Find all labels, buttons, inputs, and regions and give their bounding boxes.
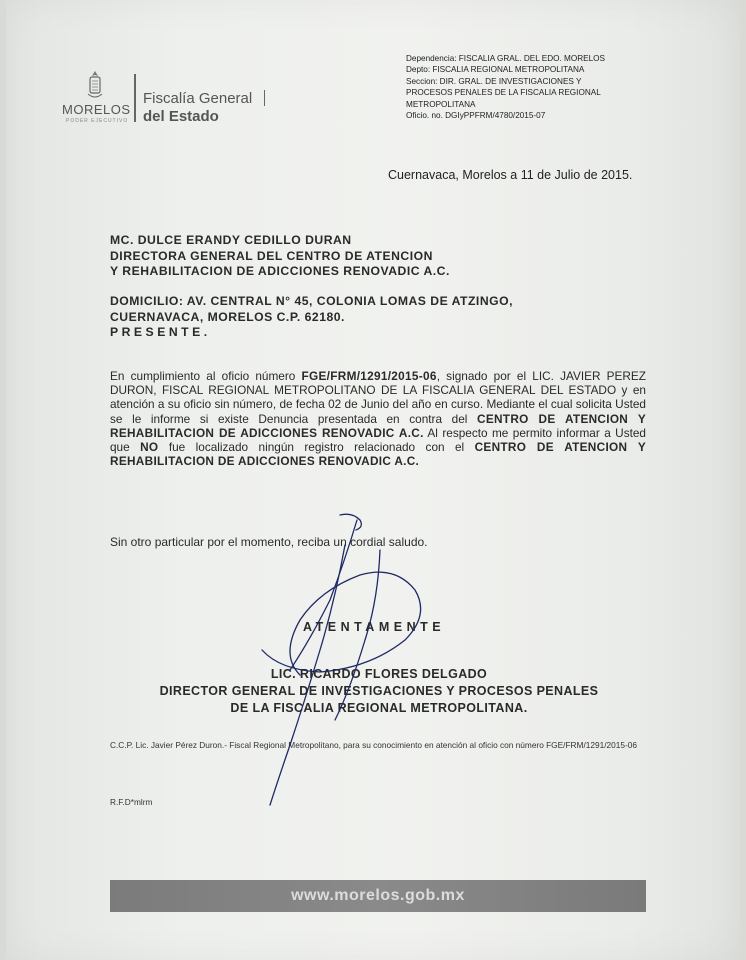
footer-banner [110,880,646,912]
header-line: Dependencia: FISCALIA GRAL. DEL EDO. MORELOS [406,54,606,63]
document-page [6,0,740,960]
closing-line: Sin otro particular por el momento, reciba un cordial saludo. [110,535,428,549]
letter-body [110,369,646,468]
recipient-block [110,233,450,280]
logo-divider [134,74,136,122]
address-line: DOMICILIO: AV. CENTRAL N° 45, COLONIA LOMAS DE ATZINGO, [110,294,513,308]
body-text: En cumplimiento al oficio número [110,369,302,383]
carbon-copy-note: C.C.P. Lic. Javier Pérez Duron.- Fiscal Regional Metropolitano, para su conocimiento en atención al oficio con número FGE/FRM/1291/2015-06 [110,740,637,750]
valediction: ATENTAMENTE [303,620,446,634]
center-name: CENTRO DE ATENCION Y REHABILITACION DE ADICCIONES RENOVADIC A.C. [110,411,646,440]
recipient-line: MC. DULCE ERANDY CEDILLO DURAN [110,233,352,247]
recipient-line: Y REHABILITACION DE ADICCIONES RENOVADIC A.C. [110,264,450,278]
address-line: CUERNAVACA, MORELOS C.P. 62180. [110,309,345,324]
logo-divider-small [264,90,265,106]
reference-initials: R.F.D*mlrm [110,797,153,807]
header-line: Seccion: DIR. GRAL. DE INVESTIGACIONES Y [406,76,582,86]
header-line: Oficio. no. DGIyPPFRM/4780/2015-07 [406,111,546,121]
signatory-title: DIRECTOR GENERAL DE INVESTIGACIONES Y PROCESOS PENALES [159,684,599,698]
recipient-line: DIRECTORA GENERAL DEL CENTRO DE ATENCION [110,248,433,263]
body-text: fue localizado ningún registro relacionado con el [158,440,475,455]
logo-brand: MORELOS [62,102,131,117]
letterhead-info [406,53,656,121]
header-line: METROPOLITANA [406,99,476,109]
signatory-block [66,666,692,717]
signatory-title: DE LA FISCALIA REGIONAL METROPOLITANA. [230,701,528,715]
logo-tagline: PODER EJECUTIVO [66,118,129,124]
body-text: , signado por el LIC. JAVIER PEREZ DURON, FISCAL REGIONAL METROPOLITANO DE LA FISCALIA GENERAL DEL ESTADO y en atención a su oficio sin número, de fecha 02 de Junio del año en curso. Mediante el cual solicita Usted se le informe si existe Denuncia presentada en contra del [110,369,646,426]
center-name: CENTRO DE ATENCION Y REHABILITACION DE ADICCIONES RENOVADIC A.C. [110,440,646,469]
emphasis-no: NO [140,440,159,455]
address-block [110,294,513,341]
signatory-name: LIC. RICARDO FLORES DELGADO [270,667,488,681]
body-text: Al respecto me permito informar a Usted que [110,425,646,455]
footer-url: www.morelos.gob.mx [291,887,465,904]
header-line: Depto: FISCALIA REGIONAL METROPOLITANA [406,65,585,75]
header-line: PROCESOS PENALES DE LA FISCALIA REGIONAL [406,88,601,98]
letter-date: Cuernavaca, Morelos a 11 de Julio de 2015. [388,168,633,182]
oficio-number: FGE/FRM/1291/2015-06 [301,369,437,383]
logo-org-line2: del Estado [143,108,219,125]
salutation: PRESENTE. [110,325,211,339]
logo-org-line1: Fiscalía General [143,90,253,107]
coat-of-arms-icon [84,70,106,100]
